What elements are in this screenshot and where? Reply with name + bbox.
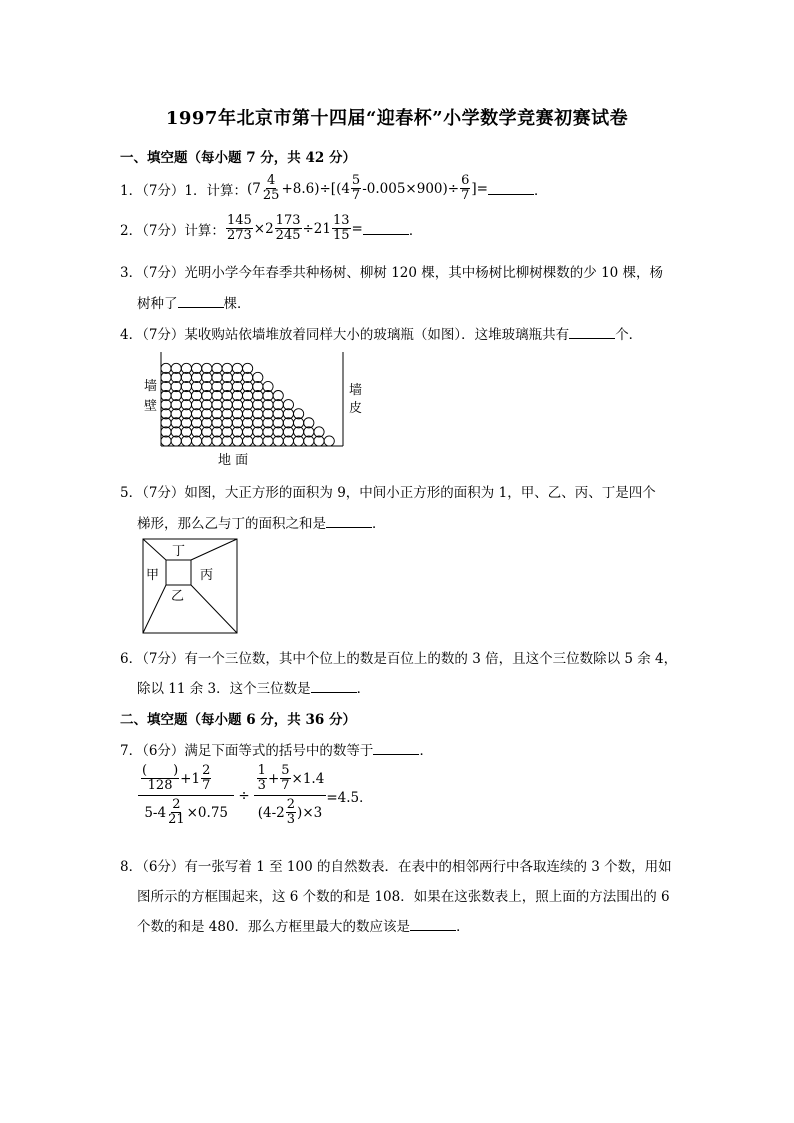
- label-jia: 甲: [146, 568, 160, 583]
- q6-answer-blank[interactable]: [311, 680, 357, 693]
- q2-number: 2．（7分）计算：: [120, 222, 225, 239]
- q7-answer-blank[interactable]: [373, 742, 419, 755]
- q7-rn2: 5: [281, 763, 290, 778]
- fig-left-label-1: 墙: [144, 379, 158, 394]
- q7-f2d: 7: [202, 778, 211, 793]
- q2-frac1-den: 273: [226, 228, 252, 243]
- q1-expr-part: -0.005×900)÷: [362, 180, 460, 197]
- q1-frac2-den: 7: [351, 188, 361, 203]
- q7-left-fraction: [138, 764, 234, 827]
- q7-paren[interactable]: ( ): [142, 763, 179, 778]
- q8-answer-blank[interactable]: [410, 918, 456, 931]
- q5-line-2: [137, 512, 386, 532]
- fig-left-label-2: 壁: [144, 399, 158, 414]
- label-ding: 丁: [172, 544, 186, 559]
- q2-frac3-num: 13: [333, 213, 350, 228]
- q1-end: ．: [533, 182, 548, 199]
- q8-line-3: [137, 915, 470, 935]
- q7-left-denominator: [142, 796, 230, 827]
- fig-right-label-1: 墙: [349, 383, 363, 398]
- q2-frac3-den: 15: [333, 228, 350, 243]
- question-1: [120, 174, 547, 203]
- q7-rplus: +: [267, 770, 280, 787]
- q4-end: 个．: [615, 327, 643, 343]
- q2-fraction-3: [332, 214, 351, 243]
- q1-frac3-den: 7: [461, 188, 470, 203]
- q7-f2n: 2: [202, 763, 211, 778]
- q6-end: ．: [356, 681, 371, 697]
- q6-line-2: [137, 677, 370, 697]
- q7-frac-2-7: [201, 764, 211, 793]
- q1-frac1-den: 25: [262, 188, 280, 203]
- q7-rn1: 1: [257, 763, 266, 778]
- q1-fraction-2: [351, 174, 361, 203]
- q7-rd2: 7: [281, 778, 290, 793]
- q5-line-1: 5．（7分）如图，大正方形的面积为 9，中间小正方形的面积为 1，甲、乙、丙、丁是四个: [120, 485, 656, 501]
- question-2: [120, 214, 422, 243]
- q2-frac1-num: 145: [226, 213, 252, 228]
- label-bing: 丙: [200, 568, 214, 583]
- q7-den-a: 5-4: [144, 804, 167, 821]
- bottle-stack: [161, 363, 334, 446]
- q1-frac2-num: 5: [351, 173, 361, 188]
- q7-plus1: +1: [180, 770, 201, 787]
- q1-fraction-1: [262, 174, 281, 203]
- q8-line-2: 图所示的方框围起来，这 6 个数的和是 108．如果在这张数表上，照上面的方法围出的 6: [137, 889, 670, 905]
- q1-fraction-3: [460, 174, 470, 203]
- q7-right-fraction: [254, 764, 327, 827]
- q3-end: 棵．: [223, 296, 251, 312]
- q1-frac3-num: 6: [461, 173, 470, 188]
- q4-bottle-figure: [130, 348, 370, 472]
- q7-result: =4.5．: [326, 789, 373, 806]
- q6-line-1: 6．（7分）有一个三位数，其中个位上的数是百位上的数的 3 倍，且这个三位数除以 5 余 4，: [120, 651, 678, 667]
- q2-expr-part: =: [351, 220, 363, 237]
- q2-fraction-1: [226, 214, 253, 243]
- q7-paren-fraction: [141, 764, 179, 793]
- q4-line: [120, 323, 642, 343]
- q7-text: 7．（6分）满足下面等式的括号中的数等于: [120, 743, 374, 759]
- section-2-header: 二、填空题（每小题 6 分，共 36 分）: [120, 712, 356, 728]
- q1-answer-blank[interactable]: [488, 182, 534, 195]
- q7-end: ．: [419, 743, 433, 759]
- q2-answer-blank[interactable]: [363, 222, 409, 235]
- q7-f221n: 2: [172, 797, 181, 812]
- q2-end: ．: [408, 222, 423, 239]
- q7-right-numerator: [254, 764, 327, 796]
- label-yi: 乙: [171, 589, 185, 604]
- bottle-circle: [324, 436, 334, 446]
- q7-frac-5-7: [280, 764, 290, 793]
- q1-number: 1．（7分）1．计算：: [120, 182, 248, 199]
- q1-frac1-num: 4: [267, 173, 276, 188]
- q7-divide: ÷: [238, 787, 250, 804]
- q2-frac2-num: 173: [275, 213, 301, 228]
- q3-line-2: [137, 292, 251, 312]
- q3-answer-blank[interactable]: [178, 295, 224, 308]
- q3-text: 树种了: [137, 296, 178, 312]
- q7-den-b: ×0.75: [186, 804, 228, 821]
- q7-rdfd: 3: [286, 812, 296, 827]
- q7-rden-a: (4-2: [257, 804, 285, 821]
- page-title: 1997年北京市第十四届“迎春杯”小学数学竞赛初赛试卷: [165, 108, 629, 129]
- q6-text: 除以 11 余 3．这个三位数是: [137, 681, 311, 697]
- q1-expr-part: ]=: [471, 180, 488, 197]
- q7-line: [120, 739, 433, 759]
- q7-rden-b: )×3: [297, 804, 323, 821]
- q5-end: ．: [372, 516, 386, 532]
- q1-expr-part: (7: [247, 180, 261, 197]
- q7-frac-2-3: [286, 798, 296, 827]
- q1-expr-part: +8.6)÷[(4: [281, 180, 350, 197]
- q2-expr-part: ÷21: [302, 220, 331, 237]
- q8-text: 个数的和是 480．那么方框里最大的数应该是: [137, 919, 411, 935]
- q8-end: ．: [456, 919, 470, 935]
- q7-128: 128: [147, 778, 173, 793]
- q7-f221d: 21: [168, 812, 185, 827]
- q7-rd1: 3: [257, 778, 266, 793]
- q5-square-figure: [140, 536, 242, 636]
- q5-answer-blank[interactable]: [326, 515, 372, 528]
- q7-rtail: ×1.4: [291, 770, 325, 787]
- q7-rdfn: 2: [286, 797, 296, 812]
- q2-expr-part: ×2: [253, 220, 274, 237]
- q7-equation: [138, 764, 373, 827]
- q7-right-denominator: [256, 796, 324, 827]
- q7-frac-2-21: [167, 798, 186, 827]
- q4-text: 4．（7分）某收购站依墙堆放着同样大小的玻璃瓶（如图）．这堆玻璃瓶共有: [120, 327, 570, 343]
- q5-text: 梯形，那么乙与丁的面积之和是: [137, 516, 326, 532]
- q8-line-1: 8．（6分）有一张写着 1 至 100 的自然数表．在表中的相邻两行中各取连续的 3 个数，用如: [120, 859, 672, 875]
- q2-frac2-den: 245: [275, 228, 301, 243]
- q2-fraction-2: [275, 214, 302, 243]
- section-1-header: 一、填空题（每小题 7 分，共 42 分）: [120, 150, 356, 166]
- q7-left-numerator: [138, 764, 234, 796]
- q3-line-1: 3．（7分）光明小学今年春季共种杨树、柳树 120 棵，其中杨树比柳树棵数的少 10 棵，杨: [120, 265, 664, 281]
- q4-answer-blank[interactable]: [569, 326, 615, 339]
- fig-right-label-2: 皮: [349, 401, 363, 416]
- fig-bottom-label: 地 面: [218, 453, 249, 468]
- q7-frac-1-3: [257, 764, 267, 793]
